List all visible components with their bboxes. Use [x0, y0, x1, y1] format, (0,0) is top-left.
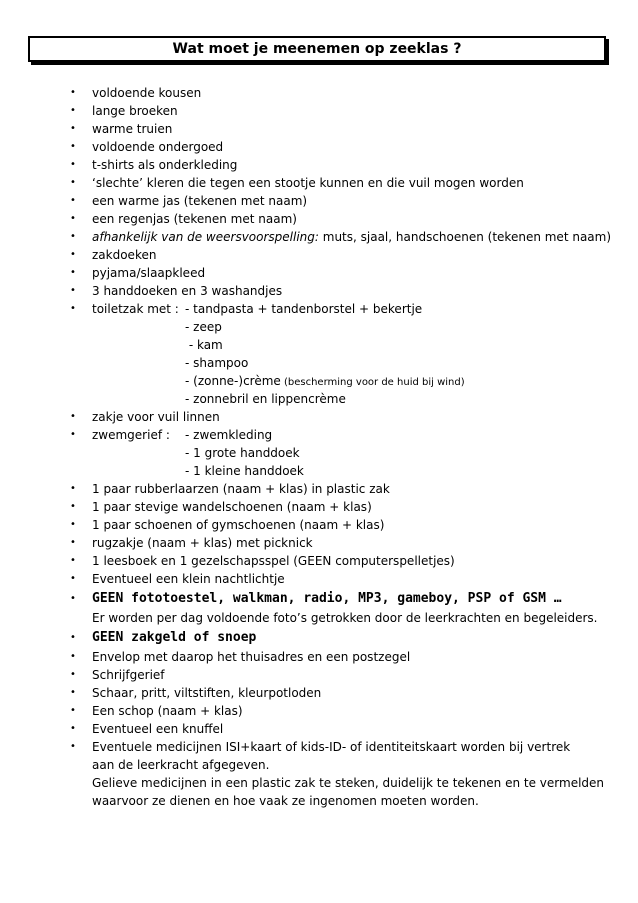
bullet: •: [70, 87, 76, 98]
list-item: [0, 282, 638, 300]
list-item: [0, 300, 638, 318]
bullet: •: [70, 723, 76, 734]
item-text-emphasis: GEEN fototoestel, walkman, radio, MP3, gameboy, PSP of GSM …: [92, 591, 562, 606]
item-text: voldoende ondergoed: [92, 140, 224, 154]
item-text: Gelieve medicijnen in een plastic zak te steken, duidelijk te tekenen en te vermelden: [92, 776, 605, 790]
item-text: een regenjas (tekenen met naam): [92, 212, 297, 226]
item-text: ‘slechte’ kleren die tegen een stootje kunnen en die vuil mogen worden: [92, 176, 524, 190]
item-text: Schrijfgerief: [92, 668, 165, 682]
bullet: •: [70, 249, 76, 260]
item-text: pyjama/slaapkleed: [92, 266, 206, 280]
item-label: toiletzak met :: [92, 302, 179, 316]
bullet: •: [70, 231, 76, 242]
list-item: [0, 102, 638, 120]
sub-item-row: [0, 318, 638, 336]
list-item: [0, 534, 638, 552]
list-item: [0, 627, 638, 648]
item-label: zwemgerief :: [92, 428, 170, 442]
item-text: voldoende kousen: [92, 86, 202, 100]
list-item: [0, 588, 638, 609]
item-text: Schaar, pritt, viltstiften, kleurpotloden: [92, 686, 322, 700]
bullet: •: [70, 705, 76, 716]
item-text: zakje voor vuil linnen: [92, 410, 220, 424]
list-item: [0, 666, 638, 684]
list-item: [0, 138, 638, 156]
list-item: [0, 174, 638, 192]
sub-item: - zwemkleding: [185, 428, 273, 442]
sub-item: - shampoo: [185, 356, 249, 370]
list-item: [0, 246, 638, 264]
bullet: •: [70, 105, 76, 116]
page-title: Wat moet je meenemen op zeeklas ?: [28, 36, 606, 62]
bullet: •: [70, 687, 76, 698]
list-item: [0, 552, 638, 570]
item-note: Er worden per dag voldoende foto’s getrokken door de leerkrachten en begeleiders.: [92, 611, 598, 625]
list-item: [0, 426, 638, 444]
item-continuation: [0, 756, 638, 774]
sub-item-row: [0, 336, 638, 354]
item-text: een warme jas (tekenen met naam): [92, 194, 308, 208]
bullet: •: [70, 141, 76, 152]
item-text: warme truien: [92, 122, 173, 136]
bullet: •: [70, 651, 76, 662]
bullet: •: [70, 741, 76, 752]
list-item: [0, 408, 638, 426]
bullet: •: [70, 267, 76, 278]
sub-item-row: [0, 354, 638, 372]
item-text: Envelop met daarop het thuisadres en een postzegel: [92, 650, 411, 664]
sub-item: - 1 kleine handdoek: [185, 464, 304, 478]
sub-item-row: [0, 462, 638, 480]
item-text: lange broeken: [92, 104, 178, 118]
item-text-rest: muts, sjaal, handschoenen (tekenen met naam): [318, 230, 612, 244]
sub-item: - 1 grote handdoek: [185, 446, 300, 460]
bullet: •: [70, 483, 76, 494]
bullet: •: [70, 285, 76, 296]
bullet: •: [70, 632, 76, 643]
item-text: 3 handdoeken en 3 washandjes: [92, 284, 283, 298]
bullet: •: [70, 159, 76, 170]
list-item: [0, 264, 638, 282]
sub-item-text: - (zonne-)crème: [185, 374, 281, 388]
bullet: •: [70, 501, 76, 512]
list-item: [0, 516, 638, 534]
item-text: 1 paar rubberlaarzen (naam + klas) in plastic zak: [92, 482, 390, 496]
bullet: •: [70, 411, 76, 422]
bullet: •: [70, 519, 76, 530]
bullet: •: [70, 213, 76, 224]
sub-item-row: [0, 390, 638, 408]
bullet: •: [70, 303, 76, 314]
bullet: •: [70, 669, 76, 680]
list-item: [0, 120, 638, 138]
item-text-emphasis: GEEN zakgeld of snoep: [92, 630, 257, 645]
item-continuation: [0, 774, 638, 792]
sub-item: [185, 372, 465, 392]
list-item: [0, 156, 638, 174]
list-item: [0, 192, 638, 210]
item-text: rugzakje (naam + klas) met picknick: [92, 536, 313, 550]
list-item: [0, 570, 638, 588]
item-text: t-shirts als onderkleding: [92, 158, 238, 172]
bullet: •: [70, 593, 76, 604]
item-text: zakdoeken: [92, 248, 157, 262]
packing-list: [0, 84, 638, 810]
list-item: [0, 498, 638, 516]
bullet: •: [70, 195, 76, 206]
list-item: [0, 720, 638, 738]
list-item: [0, 84, 638, 102]
item-text: Eventueel een knuffel: [92, 722, 224, 736]
bullet: •: [70, 123, 76, 134]
sub-item-note: (bescherming voor de huid bij wind): [280, 377, 465, 388]
list-item: [0, 210, 638, 228]
item-text: aan de leerkracht afgegeven.: [92, 758, 270, 772]
item-text-italic: afhankelijk van de weersvoorspelling:: [92, 230, 319, 244]
item-text: 1 paar schoenen of gymschoenen (naam + klas): [92, 518, 385, 532]
item-text: Eventueel een klein nachtlichtje: [92, 572, 285, 586]
list-item: [0, 648, 638, 666]
item-text: Eventuele medicijnen ISI+kaart of kids-ID- of identiteitskaart worden bij vertrek: [92, 740, 571, 754]
sub-item-row: [0, 372, 638, 390]
sub-item: - zeep: [185, 320, 222, 334]
bullet: •: [70, 429, 76, 440]
list-item: [0, 228, 638, 246]
bullet: •: [70, 177, 76, 188]
item-continuation: [0, 792, 638, 810]
sub-item-row: [0, 444, 638, 462]
item-text: waarvoor ze dienen en hoe vaak ze ingenomen moeten worden.: [92, 794, 479, 808]
item-text: Een schop (naam + klas): [92, 704, 243, 718]
bullet: •: [70, 537, 76, 548]
item-text: [92, 228, 611, 246]
sub-item: - tandpasta + tandenborstel + bekertje: [185, 302, 423, 316]
bullet: •: [70, 555, 76, 566]
item-text: 1 leesboek en 1 gezelschapsspel (GEEN computerspelletjes): [92, 554, 455, 568]
list-item: [0, 702, 638, 720]
list-item: [0, 684, 638, 702]
list-item: [0, 480, 638, 498]
list-item: [0, 738, 638, 756]
sub-item: - kam: [185, 338, 223, 352]
item-note-row: [0, 609, 638, 627]
bullet: •: [70, 573, 76, 584]
sub-item: - zonnebril en lippencrème: [185, 392, 346, 406]
item-text: 1 paar stevige wandelschoenen (naam + klas): [92, 500, 372, 514]
